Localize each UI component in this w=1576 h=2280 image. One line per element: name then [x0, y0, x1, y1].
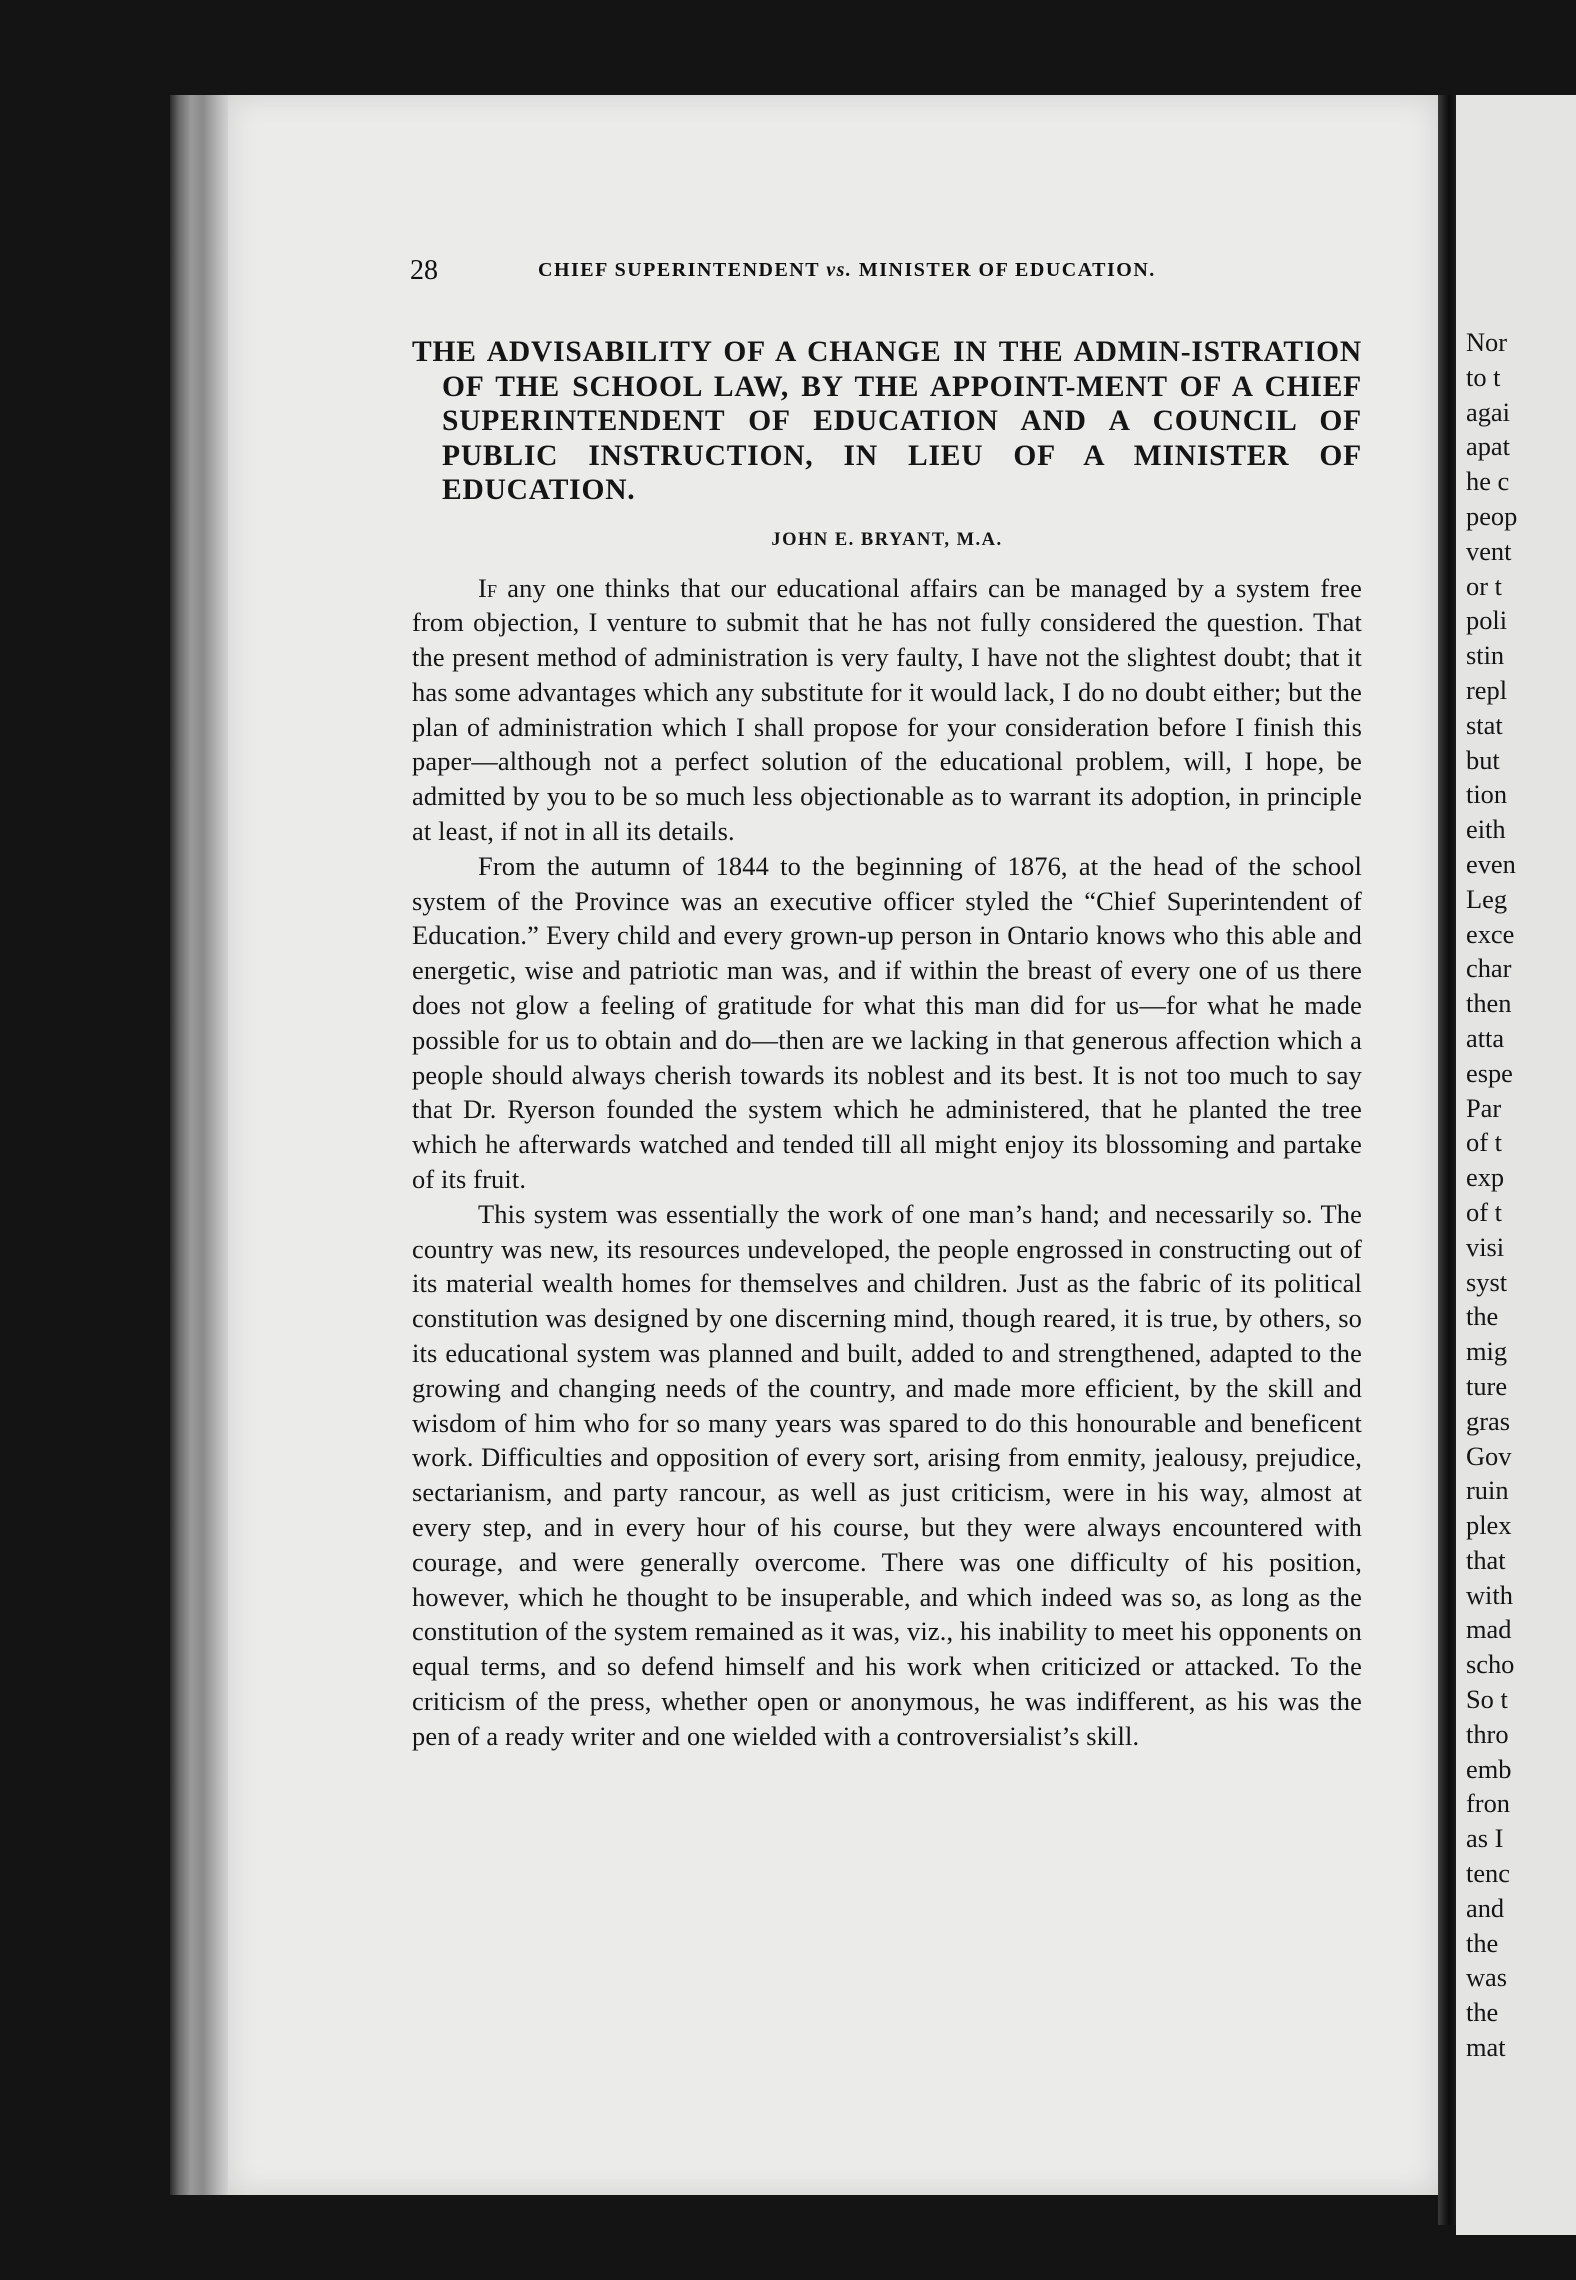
facing-page-line: tion	[1466, 779, 1508, 810]
facing-page-line: fron	[1466, 1788, 1510, 1819]
facing-page-line: Leg	[1466, 883, 1508, 914]
facing-page-line: repl	[1466, 674, 1508, 705]
facing-page-line: the	[1466, 1301, 1499, 1332]
facing-page-line: stin	[1466, 640, 1505, 671]
facing-page-line: to t	[1466, 361, 1501, 392]
book-gutter	[1438, 95, 1456, 2225]
article	[412, 335, 1362, 1754]
running-title: CHIEF SUPERINTENDENT vs. MINISTER OF EDUCATION.	[538, 259, 1156, 281]
facing-page-line: visi	[1466, 1231, 1505, 1262]
facing-page-line: tenc	[1466, 1858, 1510, 1889]
facing-page-line: eith	[1466, 814, 1506, 845]
facing-page-line: mig	[1466, 1336, 1508, 1367]
facing-page-line: Par	[1466, 1092, 1502, 1123]
facing-page-line: scho	[1466, 1649, 1515, 1680]
facing-page-line: or t	[1466, 570, 1502, 601]
facing-page-line: exp	[1466, 1162, 1505, 1193]
facing-page-text	[1466, 325, 1517, 2065]
facing-page-line: emb	[1466, 1753, 1512, 1784]
paragraph-2: From the autumn of 1844 to the beginning of 1876, at the head of the school system of the Province was an executive officer styled the “Chief Superintendent of Education.” Every child and every grown-up person in Ontario knows who this able and energetic, wise and patriotic man was, and if within the breast of every one of us there does not glow a feeling of gratitude for what this man did for us—for what he made possible for us to obtain and do—then are we lacking in that generous affection which a people should always cherish towards its noblest and its best. It is not too much to say that Dr. Ryerson founded the system which he administered, that he planted the tree which he afterwards watched and tended till all might enjoy its blossoming and partake of its fruit.	[412, 850, 1362, 1195]
facing-page-line: poli	[1466, 605, 1508, 636]
facing-page-line: the	[1466, 1997, 1499, 2028]
facing-page-line: ture	[1466, 1370, 1508, 1401]
facing-page-line: plex	[1466, 1510, 1512, 1541]
facing-page-line: agai	[1466, 396, 1510, 427]
facing-page-line: So t	[1466, 1684, 1508, 1715]
facing-page-line: stat	[1466, 709, 1503, 740]
page-number: 28	[410, 255, 438, 286]
facing-page-line: thro	[1466, 1718, 1509, 1749]
facing-page-line: ruin	[1466, 1475, 1509, 1506]
facing-page-line: the	[1466, 1927, 1499, 1958]
facing-page-line: even	[1466, 848, 1516, 879]
facing-page-line: with	[1466, 1579, 1513, 1610]
facing-page-line: Gov	[1466, 1440, 1512, 1471]
facing-page-line: he c	[1466, 466, 1510, 497]
running-header	[410, 255, 1360, 287]
facing-page-line: char	[1466, 953, 1512, 984]
paragraph-3: This system was essentially the work of one man’s hand; and necessarily so. The country was new, its resources undeveloped, the people engrossed in constructing out of its material wealth homes for themselves and children. Just as the fabric of its political constitution was designed by one discerning mind, though reared, it is true, by others, so its educational system was planned and built, added to and strengthened, adapted to the growing and changing needs of the country, and made more efficient, by the skill and wisdom of him who for so many years was spared to do this honourable and beneficent work. Difficulties and opposition of every sort, arising from enmity, jealousy, prejudice, sectarianism, and party rancour, as well as just criticism, were in his way, almost at every step, and in every hour of his course, but they were always encountered with courage, and were generally overcome. There was one difficulty of his position, however, which he thought to be insuperable, and which indeed was so, as long as the constitution of the system remained as it was, viz., his inability to meet his opponents on equal terms, and so defend himself and his work when criticized or attacked. To the criticism of the press, whether open or anonymous, he was indifferent, as his was the pen of a ready writer and one wielded with a controversialist’s skill.	[412, 1198, 1362, 1751]
facing-page-line: but	[1466, 744, 1500, 775]
facing-page-line: atta	[1466, 1022, 1505, 1053]
facing-page-line: was	[1466, 1962, 1508, 1993]
facing-page-line: peop	[1466, 500, 1518, 531]
article-title: THE ADVISABILITY OF A CHANGE IN THE ADMIN-ISTRATION OF THE SCHOOL LAW, BY THE APPOINT-MENT OF A CHIEF SUPERINTENDENT OF EDUCATION AND A COUNCIL OF PUBLIC INSTRUCTION, IN LIEU OF A MINISTER OF EDUCATION.	[412, 336, 1362, 506]
facing-page-line: as I	[1466, 1823, 1504, 1854]
facing-page-line: Nor	[1466, 327, 1508, 357]
facing-page-line: then	[1466, 988, 1512, 1019]
facing-page-line: mad	[1466, 1614, 1512, 1645]
facing-page-line: gras	[1466, 1405, 1510, 1436]
facing-page-line: and	[1466, 1892, 1505, 1923]
facing-page-line: of t	[1466, 1196, 1502, 1227]
drop-cap: If	[478, 572, 498, 603]
page-edge-shadow	[170, 95, 230, 2195]
facing-page	[1456, 95, 1576, 2235]
paragraph-1: If any one thinks that our educational affairs can be managed by a system free from objection, I venture to submit that he has not fully considered the question. That the present method of administration is very faulty, I have not the slightest doubt; that it has some advantages which any substitute for it would lack, I do no doubt either; but the plan of administration which I shall propose for your consideration before I finish this paper—although not a perfect solution of the educational problem, will, I hope, be admitted by you to be so much less objectionable as to warrant its adoption, in principle at least, if not in all its details.	[412, 572, 1362, 847]
facing-page-line: exce	[1466, 918, 1515, 949]
facing-page-line: of t	[1466, 1127, 1502, 1158]
facing-page-line: apat	[1466, 431, 1510, 462]
article-author: JOHN E. BRYANT, M.A.	[771, 529, 1003, 550]
facing-page-line: syst	[1466, 1266, 1508, 1297]
facing-page-line: espe	[1466, 1057, 1513, 1088]
facing-page-line: vent	[1466, 535, 1512, 566]
facing-page-line: that	[1466, 1544, 1506, 1575]
facing-page-line: mat	[1466, 2032, 1506, 2063]
